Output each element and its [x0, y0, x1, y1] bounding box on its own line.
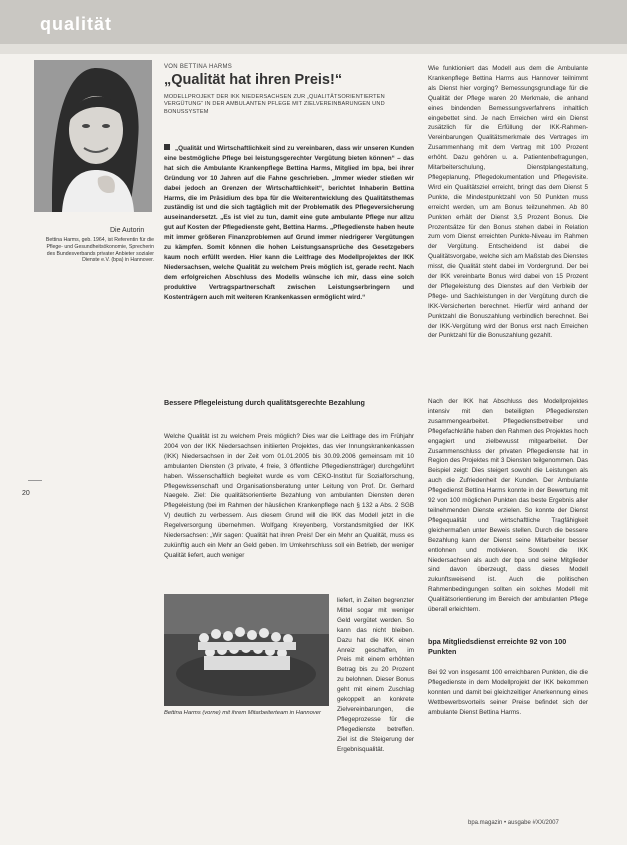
- author-heading: Die Autorin: [110, 227, 145, 234]
- subheading: Bessere Pflegeleistung durch qualitätsgerechte Bezahlung: [164, 398, 365, 407]
- header-strip: [0, 44, 627, 54]
- right-column-text-3: [428, 668, 588, 718]
- right-column-text-2: [428, 397, 588, 615]
- byline: VON BETTINA HARMS: [164, 64, 233, 70]
- page-rule: [28, 480, 42, 481]
- lead-text: „Qualität und Wirtschaftlichkeit sind zu vereinbaren, dass wir unseren Kunden eine bestmögliche Pflege bei leistungsgerechter Vergütung bieten können“ – das hat sich die Ambulante Krankenpflege Bettina Harms, Mitglied im bpa, bei ihrer Gründung vor 10 Jahren auf die Fahne geschrieben. „Immer wieder stießen wir dabei jedoch an Grenzen der Wirtschaftlichkeit“, berichtet Inhaberin Bettina Harms, die im Präsidium des bpa für die Weiterentwicklung des Qualitätsthemas zuständig ist und die sich tagtäglich mit der Problematik des Pflegeversicherung auseinandersetzt. „Es ist viel zu tun, damit eine gute ambulante Pflege nur allzu gut auf Kosten der Pflegedienste geht, Bettina Harms. „Pflegedienste haben heute mit immer größeren Finanzproblemen auf Grund immer niedrigerer Vergütungen zu kämpfen. Somit können die hohen Leistungsansprüche des Gesetzgebers kaum noch erfüllt werden. Hier kann die Leitfrage des Modellprojektes der IKK Niedersachsen, welche Qualität zu welchem Preis möglich ist, gerade recht. Nach dem erfolgreichen Abschluss des Modells wünsche ich mir, dass eine solch produktive Vertragspartnerschaft zwischen Leistungserbringern und Kostenträgern auch mit weiteren Krankenkassen ermöglicht wird.“: [164, 145, 414, 301]
- author-portrait: [34, 60, 152, 212]
- section-label: qualität: [40, 14, 113, 34]
- body-paragraph: liefert, in Zeiten begrenzter Mittel sogar mit weniger Geld vergütet werden. So kann das nicht bleiben. Dazu hat die IKK einen Anreiz geschaffen, im Preis mit einem erhöhten Betrag bis zu 20 Prozent zu belohnen. Dieser Bonus geht mit einem Zuschlag gekoppelt an konkrete Zielvereinbarungen, die Pflegeprozesse für die Pflegedienste betreffen. Ziel ist die Steigerung der Ergebnisqualität.: [337, 597, 414, 753]
- portrait-image: [34, 60, 152, 212]
- body-paragraph: Welche Qualität ist zu welchem Preis möglich? Dies war die Leitfrage des im Frühjahr 2004 von der IKK Niedersachsen initiierten Projektes, das vier Innungskrankenkassen (IKK) Niedersachsen in der Zeit vom 01.01.2005 bis 30.09.2006 gemeinsam mit 10 ambulanten Diensten (3 private, 4 freie, 3 öffentliche Pflegedienstträger) durchgeführt haben. Wissenschaftlich begleitet wurde es vom CEKO-Institut für Sozialforschung, Pflegewissenschaft und Organisationsberatung unter Leitung von Prof. Dr. Gerhard Naegele. Ziel: Die qualitätsorientierte Bezahlung von ambulanten Diensten deren Pflegeleistung (bei im Rahmen der häuslichen Krankenpflege nach § 132 a Abs. 2 SGB V) deutlich zu verbessern. Aus diesem Grund will die IKK das Modell jetzt in die Regelversorgung übernehmen. Wolfgang Kreyenberg, Vorstandsmitglied der IKK Niedersachsen: „Wir sagen: Qualität hat ihren Preis! Der ein Mehr an Qualität, muss es zukünftig auch ein Mehr an Geld geben. Im Umkehrschluss soll ein Betrieb, der weniger Qualität liefert, auch weniger: [164, 433, 414, 559]
- page-footer: bpa.magazin • ausgabe #XX/2007: [468, 820, 559, 826]
- headline: „Qualität hat ihren Preis!“: [164, 72, 343, 88]
- photo-caption: Bettina Harms (vorne) mit ihrem Mitarbeiterteam in Hannover: [164, 710, 321, 716]
- body-paragraph: Wie funktioniert das Modell aus dem die Ambulante Krankenpflege Bettina Harms aus Hannover teilnimmt als Dienst hier vorging? Bemessungsgrundlage für die Qualität der Pflege waren 20 Merkmale, die anhand eines bindenden Bemessungsverfahrens inhaltlich eingebettet sind. Je nach Erreichen wird ein Dienst zusätzlich für die Erfüllung der IKK-Rahmen-Vereinbarungen Qualitätsmerkmale des Vertrages im Zusammenhang mit dem Vertrag mit 100 Prozent erhöht. Dazu gehören u. a. Patientenbefragungen, Mitarbeiterschulung, Dienstplangestaltung, Pflegeplanung, Pflegedokumentation und Pflegevisite. Wird ein Qualitätsziel erreicht, bringt das dem Dienst 5 Punkte, die Mindestpunktzahl von 50 Punkten muss erreicht werden, um am Bonus teilzunehmen. Ab 80 Punkten erhält der Dienst 3,5 Prozent Bonus. Die Prozentsätze für den Bonus stehen dabei in Relation zum vom Dienst erreichten Punkte-Niveau im Rahmen der Vergütung. Entscheidend ist dabei die Qualitätsvorgabe, welche sich am Maßstab des Dienstes misst, die Qualität steht dabei im Vordergrund. Der bei der IKK vereinbarte Bonus wird dabei von 15 Prozent der Pflegeleistung des Dienstes auf den Verbleib der Pflege- und Sachleistungen in der Vergütung durch die IKK-Versicherten berechnet. Hierfür wird anhand der Punktzahl die Bonuszahlung verbindlich berechnet. Bei der IKK-Vergütung wird der Bonus erst nach Erreichen der Punktzahl für die Bonuszahlung gezahlt.: [428, 65, 588, 340]
- body-text: [164, 432, 414, 561]
- page-number: 20: [22, 490, 30, 497]
- body-paragraph: Nach der IKK hat Abschluss des Modellprojektes intensiv mit den beteiligten Pflegediensten zusammengearbeitet. Pflegedienstbetreiber und Pflegefachkräfte haben den Rahmen des Projektes hoch engagiert und zielbewusst mitgearbeitet. Der Zusammenschluss der privaten Pflegedienste hat in Region des Projektes mit 3 Diensten teilgenommen. Das Beispiel zeigt: Dies steigert sowohl die Leistungen als auch die Zufriedenheit der Kunden. Der Ambulante Pflegedienst Bettina Harms konnte in der Bewertung mit 92 von 100 möglichen Punkten das beste Ergebnis aller teilnehmenden Dienste erzielen. So konnte der Dienst Pflegequalität und wirtschaftliche Tragfähigkeit gleichermaßen unter Beweis stellen. Durch die bessere Bezahlung kann der Dienst seine Mitarbeiter besser entlohnen und motivieren. Sowohl die IKK Niedersachsen als auch der bpa und seine Mitglieder sind davon überzeugt, dass dieses Modell zukunftsweisend ist. Auch die politischen Rahmenbedingungen sollten ein solches Modell mit Qualitätsorientierung im Bereich der ambulanten Pflege überall erleichtern.: [428, 398, 588, 614]
- team-photo-image: [164, 594, 329, 706]
- author-bio: Bettina Harms, geb. 1964, ist Referentin für die Pflege- und Gesundheitsökonomie, Sprecherin des Bundesverbands privater Anbieter sozialer Dienste e.V. (bpa) in Hannover.: [45, 237, 154, 264]
- body-text-narrow: [337, 596, 414, 755]
- body-paragraph: Bei 92 von insgesamt 100 erreichbaren Punkten, die die Pflegedienste in dem Modellprojekt der IKK bekommen konnten und damit bei gleichzeitiger Anerkennung eines Wettbewerbsvorteils seiner Preise befindet sich der ambulante Dienst Bettina Harms.: [428, 669, 588, 716]
- subheading-2: bpa Mitgliedsdienst erreichte 92 von 100 Punkten: [428, 637, 567, 656]
- lead-bullet-icon: [164, 144, 170, 150]
- right-column-text: [428, 64, 588, 341]
- lead-paragraph: [164, 144, 414, 303]
- team-photo: [164, 594, 329, 706]
- deck: MODELLPROJEKT DER IKK NIEDERSACHSEN ZUR „QUALITÄTSORIENTIERTEN VERGÜTUNG“ IN DER AMBULANTEN PFLEGE MIT ZIELVEREINBARUNGEN UND BONUSSYSTEM: [164, 94, 385, 115]
